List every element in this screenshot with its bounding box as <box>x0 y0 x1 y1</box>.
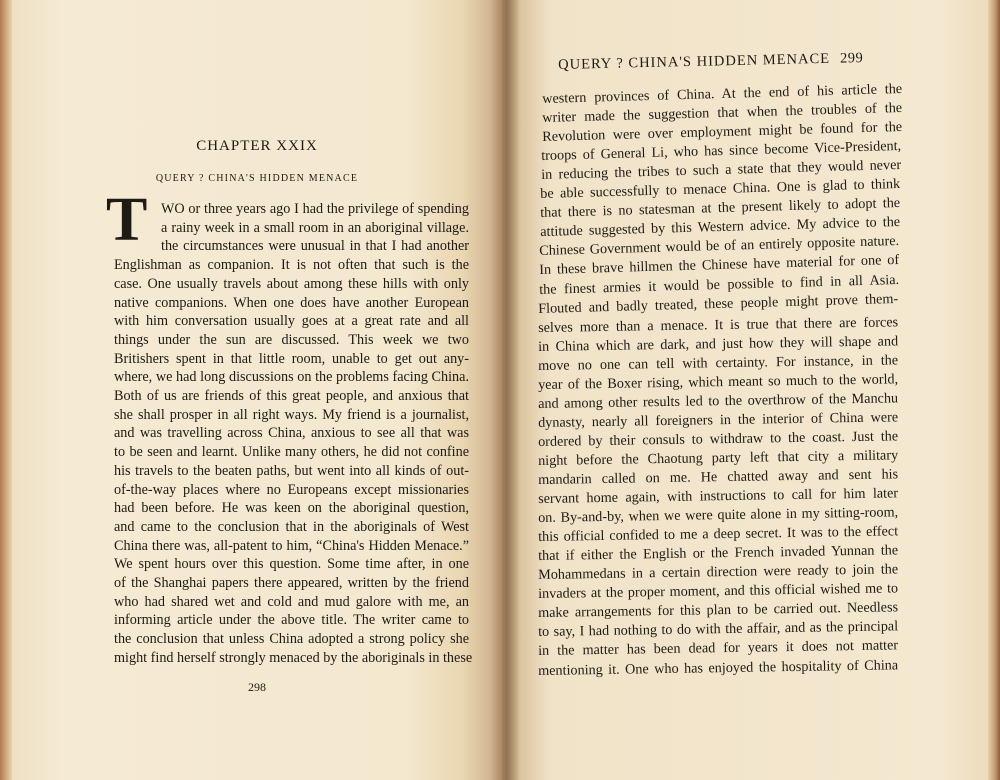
text-line: and among other results led to the overthrow of the Manchu <box>538 390 899 412</box>
text-line: who had shared wet and cold and mud galore with me, an <box>114 593 469 610</box>
text-line: selves more than a menace. It is true that there are forces <box>538 313 899 336</box>
text-line: In these brave hillmen the Chinese have material for one of <box>539 252 900 279</box>
left-page-number: 298 <box>248 680 266 694</box>
text-line: make arrangements for this plan to be carried out. Needless <box>538 599 899 622</box>
text-line: Britishers spent in that little room, unable to get out any- <box>114 350 469 367</box>
text-line: ordered by their consuls to withdraw to the coast. Just the <box>538 428 899 450</box>
text-line: in China which are dark, and just how they will shape and <box>538 332 899 355</box>
right-page <box>502 0 988 780</box>
text-line: Both of us are friends of this great people, and anxious that <box>114 388 469 404</box>
right-page-number: 299 <box>839 50 864 67</box>
text-line: a rainy week in a small room in an aboriginal village. <box>161 219 469 236</box>
chapter-subtitle: QUERY ? CHINA'S HIDDEN MENACE <box>155 173 359 184</box>
text-line: dynasty, nearly all foreigners in the interior of China were <box>538 409 899 431</box>
text-line: Flouted and badly treated, these people might prove them- <box>538 290 899 317</box>
text-line: things under the sun are discussed. This week we two <box>114 331 469 348</box>
text-line: case. One usually travels about among these hills with only <box>114 275 469 292</box>
text-line: in the matter has been dead for years it does not matter <box>538 637 899 660</box>
text-line: his travels to the beaten paths, but went into all kinds of out- <box>114 462 469 479</box>
book-gutter <box>490 0 520 780</box>
text-line: writer made the suggestion that when the troubles of the <box>541 99 903 127</box>
text-line: might find herself strongly menaced by the aboriginals in these <box>114 649 473 666</box>
text-line: on. By-and-by, when we were quite alone in my sitting-room, <box>538 504 899 527</box>
text-line: the circumstances were unusual in that I had another <box>161 238 469 255</box>
text-line: servant home again, with instructions to call for him later <box>538 485 899 508</box>
text-line: that if either the English or the French invaded Yunnan the <box>538 542 899 565</box>
chapter-heading: CHAPTER XXIX <box>196 138 318 154</box>
text-line: of the Shanghai papers there appeared, written by the friend <box>114 575 469 591</box>
text-line: invaders at the proper moment, and this official wished me to <box>538 580 899 603</box>
drop-cap: T <box>106 186 148 254</box>
text-line: year of the Boxer rising, which meant so much to the world, <box>538 371 899 393</box>
text-line: to say, I had nothing to do with the affair, and as the principal <box>538 618 899 641</box>
text-line: attitude suggested by this Western advice. My advice to the <box>539 214 901 241</box>
text-line: Chinese Government would be of an entirely opposite nature. <box>539 233 900 260</box>
text-line: she shall prosper in all right ways. My friend is a journalist, <box>114 406 469 423</box>
text-line: the finest armies it would be possible to find in all Asia. <box>538 271 900 298</box>
text-line: this official confided to me a deep secret. It was to the effect <box>538 523 899 546</box>
text-line: Mohammedans in a certain direction were ready to join the <box>538 561 899 584</box>
text-line: We spent hours over this question. Some time after, in one <box>114 556 469 573</box>
page-edge <box>988 0 1000 780</box>
text-line: be able successfully to menace China. One is glad to think <box>540 176 901 203</box>
text-line: native companions. When one does have another European <box>114 294 469 311</box>
text-line: move no one can tell with certainty. For instance, in the <box>538 352 899 374</box>
text-line: with him conversation usually goes at a great rate and all <box>114 313 469 330</box>
text-line: mandarin called on me. He chatted away and sent his <box>538 466 899 488</box>
text-line: and was travelling across China, anxious to see all that was <box>114 425 469 442</box>
text-line: WO or three years ago I had the privilege of spending <box>161 201 469 217</box>
text-line: the conclusion that unless China adopted a strong policy she <box>114 631 469 648</box>
running-head-title: QUERY ? CHINA'S HIDDEN MENACE <box>558 50 831 73</box>
text-line: in reducing the tribes to such a state that they would never <box>540 157 902 184</box>
text-line: to be seen and learnt. Unlike many others, he did not confine <box>114 444 469 461</box>
left-page <box>12 0 502 780</box>
text-line: Revolution were over employment might be found for the <box>541 119 902 146</box>
text-line: informing article under the above title. The writer came to <box>114 612 469 629</box>
text-line: of-the-way places where no Europeans except missionaries <box>114 481 469 498</box>
text-line: and came to the conclusion that in the aboriginals of West <box>114 518 469 535</box>
text-line: mentioning it. One who has enjoyed the hospitality of China <box>538 656 899 679</box>
text-line: had been before. He was keen on the aboriginal question, <box>114 500 469 517</box>
text-line: China there was, all-patent to him, “China's Hidden Menace.” <box>114 537 469 554</box>
text-line: where, we had long discussions on the problems facing China. <box>114 369 469 386</box>
text-line: that there is no statesman at the present likely to adopt the <box>540 195 901 222</box>
text-line: western provinces of China. At the end of his article the <box>542 80 903 107</box>
text-line: night before the Chaotung party left that city a military <box>538 447 899 469</box>
running-head <box>558 50 863 74</box>
text-line: troops of General Li, who has since become Vice-President, <box>541 138 902 165</box>
text-line: Englishman as companion. It is not often that such is the <box>114 257 469 274</box>
